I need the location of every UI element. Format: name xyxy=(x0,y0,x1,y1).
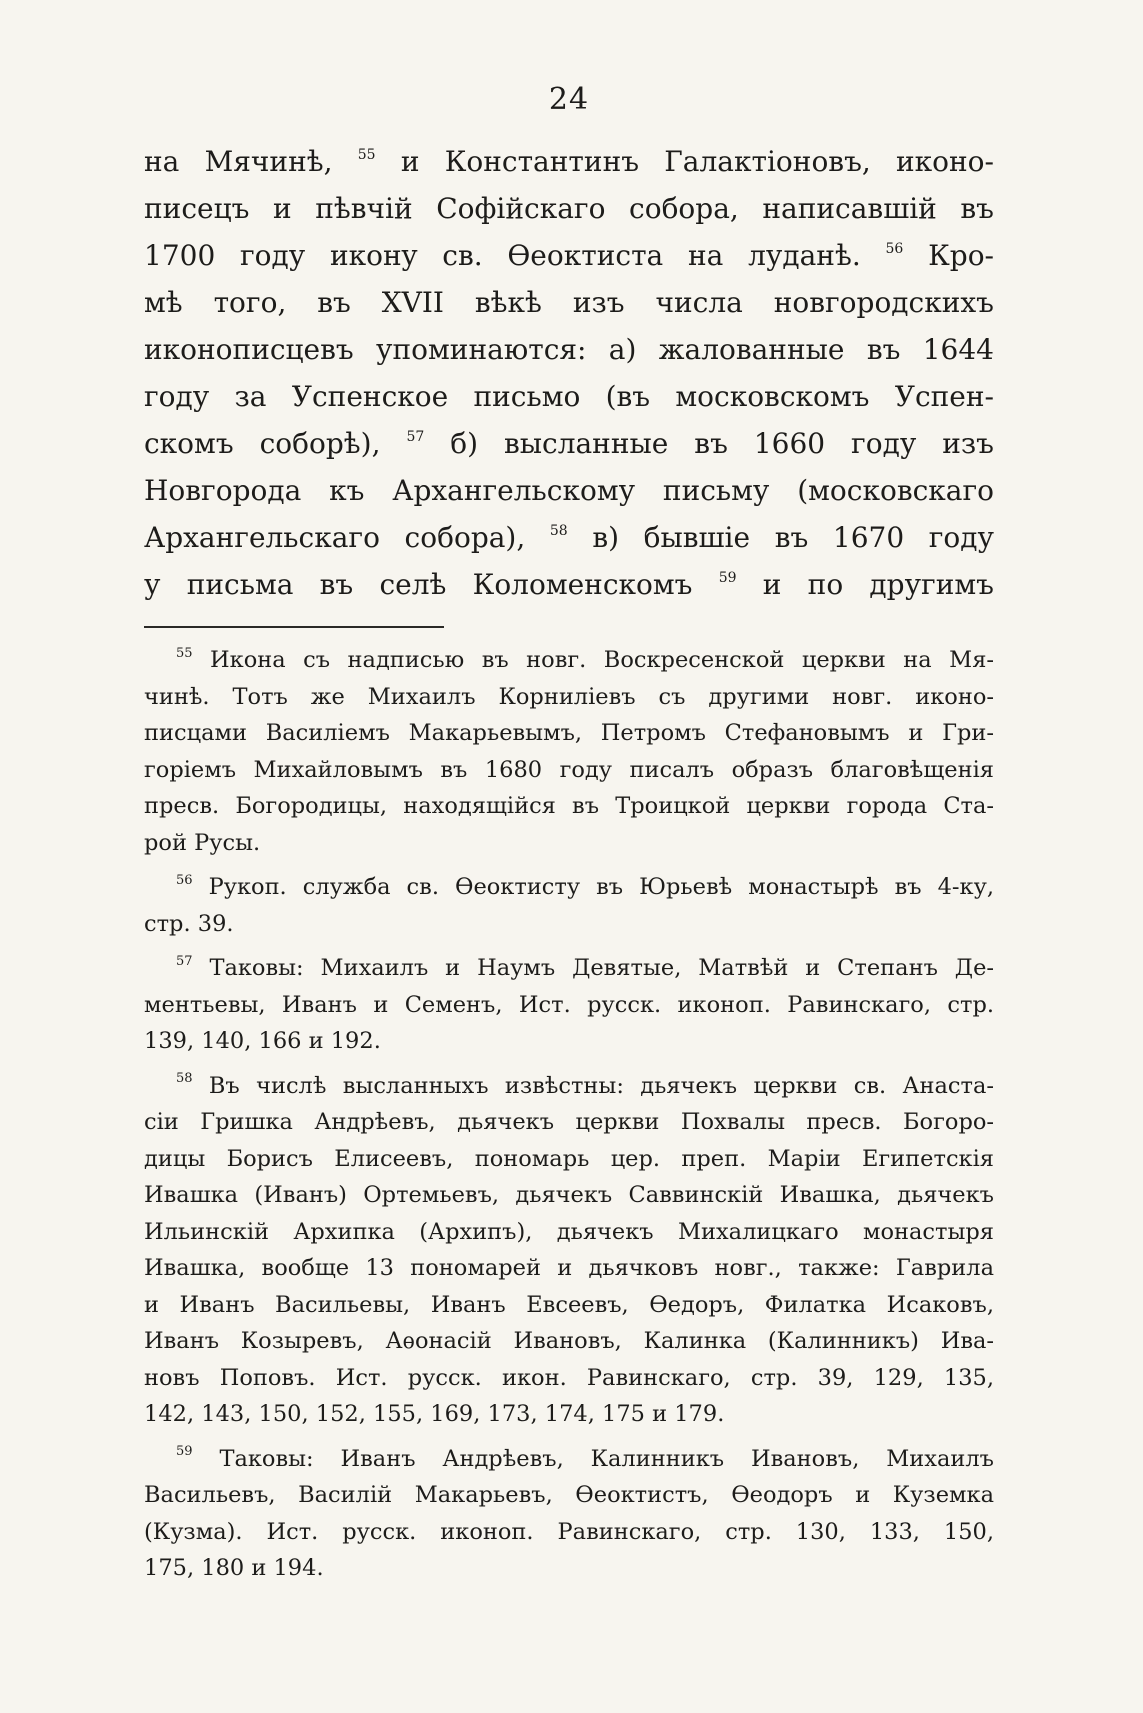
main-text-segment: и Константинъ Галактіоновъ, иконо- xyxy=(375,145,994,178)
footnote-line xyxy=(144,1141,994,1178)
main-text-segment: иконописцевъ упоминаются: а) жалованные въ 1644 xyxy=(144,333,994,366)
main-text-segment: 1700 году иконy св. Ѳеоктиста на луданѣ. xyxy=(144,239,886,272)
footnote-text: Рукоп. служба св. Ѳеоктисту въ Юрьевѣ монастырѣ въ 4-ку, xyxy=(208,874,994,900)
main-text-segment: писецъ и пѣвчій Софійскаго собора, написавшій въ xyxy=(144,192,994,225)
footnote-text: 139, 140, 166 и 192. xyxy=(144,1028,381,1054)
main-text-line xyxy=(144,420,994,467)
main-text-line xyxy=(144,326,994,373)
footnote-text: (Кузма). Ист. русск. иконоп. Равинскаго, стр. 130, 133, 150, xyxy=(144,1518,994,1545)
footnote-line xyxy=(144,1068,994,1105)
main-text-line xyxy=(144,373,994,420)
main-text-line xyxy=(144,467,994,514)
main-text-segment: Архангельскаго собора), xyxy=(144,521,550,554)
footnote-58 xyxy=(144,1068,994,1433)
footnote-line xyxy=(144,906,994,943)
footnote-line xyxy=(144,788,994,825)
main-text-segment: б) высланные въ 1660 году изъ xyxy=(424,427,994,460)
footnote-line xyxy=(144,1287,994,1324)
footnote-text: писцами Василіемъ Макарьевымъ, Петромъ Стефановымъ и Гри- xyxy=(144,720,994,746)
footnote-text: Въ числѣ высланныхъ извѣстны: дьячекъ церкви св. Анаста- xyxy=(208,1072,994,1099)
footnote-59 xyxy=(144,1441,994,1587)
footnote-reference[interactable]: 58 xyxy=(549,522,568,539)
footnote-line xyxy=(144,1250,994,1287)
footnote-number: 59 xyxy=(176,1444,193,1459)
footnote-text: Ивашка, вообще 13 пономарей и дьячковъ новг., также: Гаврила xyxy=(144,1255,994,1281)
main-text-line xyxy=(144,138,994,185)
main-text-line xyxy=(144,279,994,326)
footnote-line xyxy=(144,679,994,716)
footnote-line xyxy=(144,1177,994,1214)
main-text-segment: скомъ соборѣ), xyxy=(144,427,407,460)
footnote-line xyxy=(144,1104,994,1141)
footnote-text: сіи Гришка Андрѣевъ, дьячекъ церкви Похвалы пресв. Богоро- xyxy=(144,1109,994,1135)
footnote-line xyxy=(144,1323,994,1360)
footnote-56 xyxy=(144,869,994,942)
main-text-segment: году за Успенское письмо (въ московскомъ Успен- xyxy=(144,380,994,413)
footnote-number: 56 xyxy=(176,872,193,888)
footnote-text: Таковы: Иванъ Андрѣевъ, Калинникъ Ивановъ, Михаилъ xyxy=(219,1445,994,1472)
footnote-57 xyxy=(144,950,994,1060)
footnote-55 xyxy=(144,642,994,861)
footnote-line xyxy=(144,1214,994,1251)
footnote-reference[interactable]: 57 xyxy=(406,428,425,445)
footnote-line xyxy=(144,642,994,679)
footnote-line xyxy=(144,1550,994,1587)
footnote-number: 57 xyxy=(176,953,193,969)
footnote-line xyxy=(144,715,994,752)
main-text-line xyxy=(144,232,994,279)
footnote-text: Икона съ надписью въ новг. Воскресенской церкви на Мя- xyxy=(210,647,994,673)
footnote-text: новъ Поповъ. Ист. русск. икон. Равинскаго, стр. 39, 129, 135, xyxy=(144,1364,994,1391)
footnote-line xyxy=(144,1023,994,1060)
footnote-line xyxy=(144,1396,994,1433)
footnote-text: дицы Борисъ Елисеевъ, пономарь цер. преп. Маріи Египетскія xyxy=(144,1145,994,1172)
footnote-text: Ильинскій Архипка (Архипъ), дьячекъ Михалицкаго монастыря xyxy=(144,1218,994,1245)
page-number: 24 xyxy=(548,82,590,117)
main-text-segment: и по другимъ xyxy=(736,568,994,601)
footnote-text: Таковы: Михаилъ и Наумъ Девятые, Матвѣй и Степанъ Де- xyxy=(209,955,994,981)
footnote-line xyxy=(144,752,994,789)
footnote-text: рой Русы. xyxy=(144,829,261,856)
main-text xyxy=(144,138,994,608)
footnote-text: и Иванъ Васильевы, Иванъ Евсеевъ, Ѳедоръ, Филатка Исаковъ, xyxy=(144,1291,994,1318)
footnote-text: 175, 180 и 194. xyxy=(144,1555,324,1581)
footnote-text: горіемъ Михайловымъ въ 1680 году писалъ образъ благовѣщенія xyxy=(144,756,994,783)
footnote-reference[interactable]: 56 xyxy=(885,240,904,257)
main-text-line xyxy=(144,561,994,608)
footnote-reference[interactable]: 55 xyxy=(357,146,376,163)
footnote-line xyxy=(144,950,994,987)
footnote-line xyxy=(144,1360,994,1397)
main-text-line xyxy=(144,514,994,561)
main-text-line xyxy=(144,185,994,232)
main-text-segment: мѣ того, въ XVII вѣкѣ изъ числа новгородскихъ xyxy=(144,286,994,319)
footnote-text: ментьевы, Иванъ и Семенъ, Ист. русск. иконоп. Равинскаго, стр. xyxy=(144,991,994,1018)
footnote-text: стр. 39. xyxy=(144,910,234,937)
footnote-text: Иванъ Козыревъ, Аѳонасій Ивановъ, Калинка (Калинникъ) Ива- xyxy=(144,1328,994,1354)
footnote-line xyxy=(144,1514,994,1551)
footnote-line xyxy=(144,987,994,1024)
main-text-segment: в) бывшіе въ 1670 году xyxy=(567,521,994,554)
main-text-segment: на Мячинѣ, xyxy=(144,145,358,178)
footnote-number: 58 xyxy=(176,1071,193,1086)
footnote-line xyxy=(144,1477,994,1514)
footnote-line xyxy=(144,1441,994,1478)
main-text-segment: Новгорода къ Архангельскому письму (московскаго xyxy=(144,474,994,507)
footnote-line xyxy=(144,825,994,862)
footnote-text: Васильевъ, Василій Макарьевъ, Ѳеоктистъ, Ѳеодоръ и Куземка xyxy=(144,1482,994,1508)
main-text-segment: у письма въ селѣ Коломенскомъ xyxy=(144,568,719,601)
main-text-segment: Кро- xyxy=(903,239,995,272)
footnotes xyxy=(144,642,994,1587)
footnote-text: 142, 143, 150, 152, 155, 169, 173, 174, 175 и 179. xyxy=(144,1401,725,1427)
footnote-text: Ивашка (Иванъ) Ортемьевъ, дьячекъ Саввинскій Ивашка, дьячекъ xyxy=(144,1182,994,1208)
document-page xyxy=(144,80,994,1595)
footnote-text: чинѣ. Тотъ же Михаилъ Корниліевъ съ другими новг. иконо- xyxy=(144,683,994,710)
footnote-reference[interactable]: 59 xyxy=(718,569,737,586)
footnote-line xyxy=(144,869,994,906)
footnote-text: пресв. Богородицы, находящійся въ Троицкой церкви города Ста- xyxy=(144,793,994,819)
footnote-separator xyxy=(144,626,444,628)
footnote-number: 55 xyxy=(176,645,193,661)
